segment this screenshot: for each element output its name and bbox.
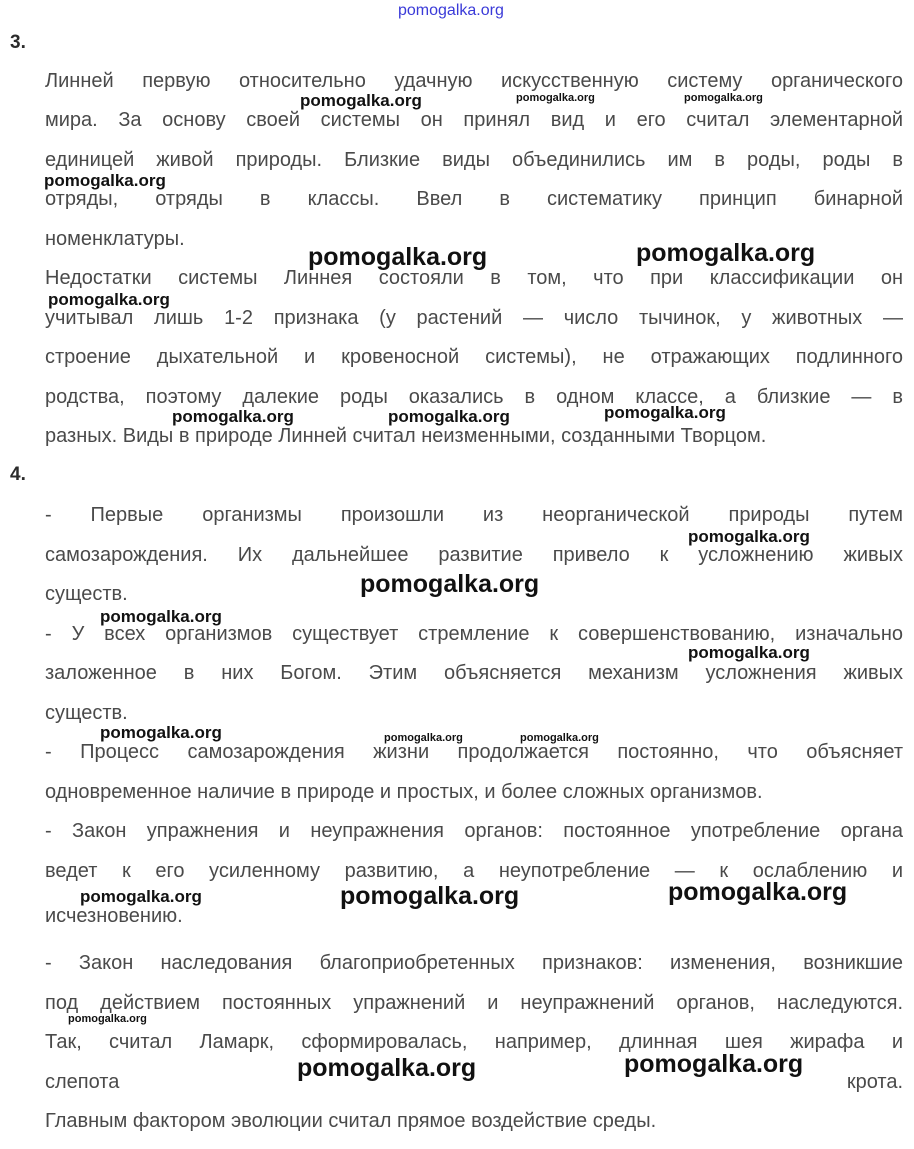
split-right-text: крота. <box>846 1071 903 1093</box>
text-line: мира. За основу своей системы он принял вид и его считал элементарной <box>45 109 903 131</box>
section-4-number: 4. <box>10 464 26 485</box>
watermark: pomogalka.org <box>300 91 422 110</box>
watermark: pomogalka.org <box>520 732 599 744</box>
watermark: pomogalka.org <box>516 92 595 104</box>
watermark: pomogalka.org <box>44 171 166 190</box>
section-3-number: 3. <box>10 32 26 53</box>
watermark: pomogalka.org <box>668 878 848 906</box>
watermark: pomogalka.org <box>308 243 488 271</box>
text-line: Так, считал Ламарк, сформировалась, например, длинная шея жирафа и <box>45 1031 903 1053</box>
watermark: pomogalka.org <box>388 407 510 426</box>
text-line: существ. <box>45 702 128 724</box>
text-line: - Процесс самозарождения жизни продолжается постоянно, что объясняет <box>45 741 903 763</box>
text-line: - У всех организмов существует стремление к совершенствованию, изначально <box>45 623 903 645</box>
watermark: pomogalka.org <box>688 643 810 662</box>
text-line: Недостатки системы Линнея состояли в том, что при классификации он <box>45 267 903 289</box>
text-line: - Первые организмы произошли из неорганической природы путем <box>45 504 903 526</box>
text-line: родства, поэтому далекие роды оказались в одном классе, а близкие — в <box>45 386 903 408</box>
text-line: - Закон упражнения и неупражнения органов: постоянное употребление органа <box>45 820 903 842</box>
split-left-text: слепота <box>45 1071 120 1093</box>
watermark: pomogalka.org <box>340 882 520 910</box>
text-line: ведет к его усиленному развитию, а неупотребление — к ослаблению и <box>45 860 903 882</box>
watermark: pomogalka.org <box>684 92 763 104</box>
watermark: pomogalka.org <box>68 1013 147 1025</box>
text-line: отряды, отряды в классы. Ввел в систематику принцип бинарной <box>45 188 903 210</box>
watermark: pomogalka.org <box>80 887 202 906</box>
text-line: номенклатуры. <box>45 228 185 250</box>
text-line: - Закон наследования благоприобретенных признаков: изменения, возникшие <box>45 952 903 974</box>
text-line: учитывал лишь 1-2 признака (у растений — число тычинок, у животных — <box>45 307 903 329</box>
watermark: pomogalka.org <box>360 570 540 598</box>
watermark: pomogalka.org <box>384 732 463 744</box>
text-line: существ. <box>45 583 128 605</box>
text-line: единицей живой природы. Близкие виды объединились им в роды, роды в <box>45 149 903 171</box>
text-line: под действием постоянных упражнений и неупражнений органов, наследуются. <box>45 992 903 1014</box>
text-line: исчезновению. <box>45 905 183 927</box>
watermark: pomogalka.org <box>604 403 726 422</box>
watermark-top: pomogalka.org <box>398 2 504 19</box>
text-line: Линней первую относительно удачную искусственную систему органического <box>45 70 903 92</box>
text-line: самозарождения. Их дальнейшее развитие привело к усложнению живых <box>45 544 903 566</box>
text-line: строение дыхательной и кровеносной системы), не отражающих подлинного <box>45 346 903 368</box>
text-line: заложенное в них Богом. Этим объясняется механизм усложнения живых <box>45 662 903 684</box>
watermark: pomogalka.org <box>624 1050 804 1078</box>
watermark: pomogalka.org <box>100 723 222 742</box>
text-line: разных. Виды в природе Линней считал неизменными, созданными Творцом. <box>45 425 767 447</box>
text-line: Главным фактором эволюции считал прямое воздействие среды. <box>45 1110 657 1132</box>
text-line: одновременное наличие в природе и простых, и более сложных организмов. <box>45 781 763 803</box>
watermark: pomogalka.org <box>688 527 810 546</box>
watermark: pomogalka.org <box>297 1054 477 1082</box>
watermark: pomogalka.org <box>100 607 222 626</box>
watermark: pomogalka.org <box>48 290 170 309</box>
watermark: pomogalka.org <box>636 239 816 267</box>
watermark: pomogalka.org <box>172 407 294 426</box>
